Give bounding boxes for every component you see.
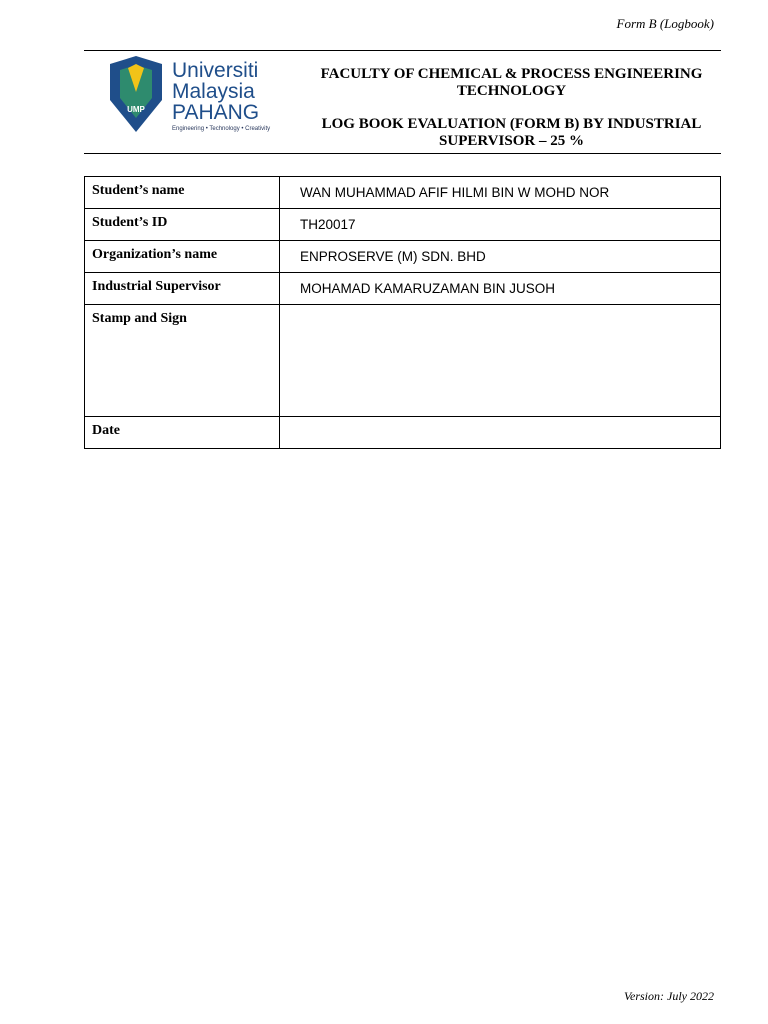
form-tag: Form B (Logbook) xyxy=(616,16,714,31)
document-header xyxy=(84,50,721,154)
student-info-table xyxy=(84,176,721,449)
supervisor-label: Industrial Supervisor xyxy=(85,273,280,305)
organization-label: Organization’s name xyxy=(85,241,280,273)
ump-shield-icon xyxy=(106,56,166,136)
university-logo xyxy=(106,56,286,136)
faculty-title: FACULTY OF CHEMICAL & PROCESS ENGINEERING TECHNOLOGY xyxy=(320,66,703,99)
logo-tagline: Engineering • Technology • Creativity xyxy=(172,126,271,132)
stamp-sign-field[interactable] xyxy=(280,305,721,417)
student-id-value: TH20017 xyxy=(280,209,721,241)
form-title: LOG BOOK EVALUATION (FORM B) BY INDUSTRIAL SUPERVISOR – 25 % xyxy=(321,116,702,149)
student-id-label: Student’s ID xyxy=(85,209,280,241)
table-row xyxy=(85,305,721,417)
date-field[interactable] xyxy=(280,417,721,449)
table-row xyxy=(85,273,721,305)
logo-line-3: PAHANG xyxy=(172,101,260,124)
student-name-label: Student’s name xyxy=(85,177,280,209)
table-row xyxy=(85,417,721,449)
student-name-value: WAN MUHAMMAD AFIF HILMI BIN W MOHD NOR xyxy=(280,177,721,209)
table-row xyxy=(85,177,721,209)
header-titles xyxy=(299,66,724,150)
table-row xyxy=(85,241,721,273)
organization-value: ENPROSERVE (M) SDN. BHD xyxy=(280,241,721,273)
logo-line-1: Universiti xyxy=(172,59,259,82)
version-footer: Version: July 2022 xyxy=(624,989,714,1003)
logo-badge: UMP xyxy=(127,105,145,114)
date-label: Date xyxy=(85,417,280,449)
supervisor-value: MOHAMAD KAMARUZAMAN BIN JUSOH xyxy=(280,273,721,305)
logo-line-2: Malaysia xyxy=(172,80,255,103)
stamp-sign-label: Stamp and Sign xyxy=(85,305,280,417)
table-row xyxy=(85,209,721,241)
